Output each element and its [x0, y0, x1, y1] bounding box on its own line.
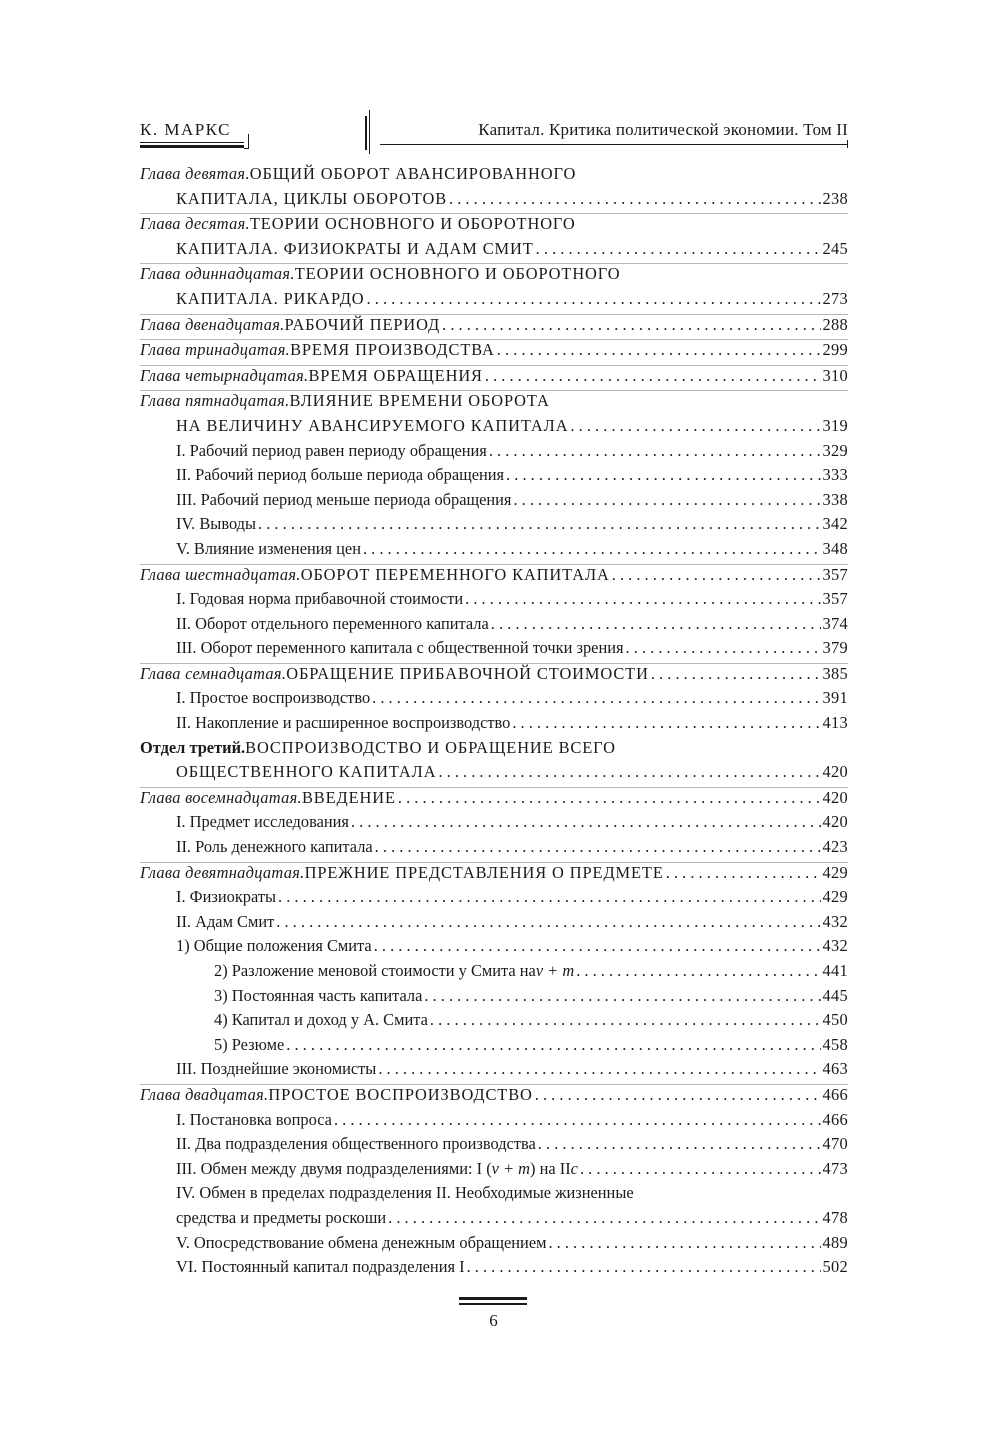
dot-leader — [651, 664, 821, 684]
formula-variable: c — [570, 1158, 578, 1178]
dot-leader — [491, 614, 821, 634]
toc-line — [140, 1035, 848, 1060]
entry-title: II. Роль денежного капитала — [176, 837, 373, 857]
toc-line — [140, 738, 848, 763]
page-ref: 473 — [822, 1158, 848, 1178]
dot-leader — [513, 490, 820, 510]
toc-line — [140, 912, 848, 937]
page-ref: 245 — [822, 238, 848, 258]
dot-leader — [363, 539, 821, 559]
entry-title: ВРЕМЯ ОБРАЩЕНИЯ — [308, 365, 483, 385]
entry-title: I. Предмет исследования — [176, 812, 349, 832]
entry-title: средства и предметы роскоши — [176, 1207, 387, 1227]
toc-line — [140, 788, 848, 813]
toc-line — [140, 391, 848, 416]
toc-line — [140, 713, 848, 738]
toc-chapter — [140, 263, 848, 313]
entry-title: ПРЕЖНИЕ ПРЕДСТАВЛЕНИЯ О ПРЕДМЕТЕ — [304, 862, 664, 882]
page-ref: 333 — [822, 465, 848, 485]
page-ref: 348 — [822, 538, 848, 558]
chapter-label: Глава одиннадцатая. — [140, 264, 295, 284]
toc-line — [140, 340, 848, 365]
dot-leader — [334, 1110, 821, 1130]
entry-title: II. Накопление и расширенное воспроизводство — [176, 713, 511, 733]
formula-variable: v + m — [491, 1158, 531, 1178]
toc-line — [140, 863, 848, 888]
toc-subentry — [140, 986, 848, 1011]
toc-subentry — [140, 887, 848, 912]
header-book-title: Капитал. Критика политической экономии. Том II — [478, 120, 848, 139]
dot-leader — [485, 366, 821, 386]
toc-line — [140, 239, 848, 264]
toc-line — [140, 664, 848, 689]
toc-line — [140, 812, 848, 837]
page-ref: 489 — [822, 1232, 848, 1252]
dot-leader — [430, 1010, 821, 1030]
page-ref: 429 — [822, 862, 848, 882]
toc-subentry — [140, 1159, 848, 1184]
chapter-label: Глава семнадцатая. — [140, 663, 287, 683]
toc-line — [140, 289, 848, 314]
entry-title: ОБЩЕСТВЕННОГО КАПИТАЛА — [176, 762, 437, 782]
dot-leader — [465, 589, 820, 609]
toc-subentry — [140, 1035, 848, 1060]
toc-subentry — [140, 1059, 848, 1084]
toc-line — [140, 614, 848, 639]
entry-title: I. Постановка вопроса — [176, 1109, 332, 1129]
toc-line — [140, 1134, 848, 1159]
entry-title: ПРОСТОЕ ВОСПРОИЗВОДСТВО — [268, 1084, 533, 1104]
page-ref: 379 — [822, 638, 848, 658]
toc-line — [140, 936, 848, 961]
toc-chapter — [140, 663, 848, 689]
toc-line — [140, 1159, 848, 1184]
page-ref: 391 — [822, 688, 848, 708]
toc-line — [140, 1010, 848, 1035]
header-author-rule-thick — [140, 145, 244, 148]
dot-leader — [570, 416, 820, 436]
toc-line — [140, 416, 848, 441]
page-ref: 329 — [822, 440, 848, 460]
chapter-label: Глава двадцатая. — [140, 1084, 269, 1104]
entry-title: НА ВЕЛИЧИНУ АВАНСИРУЕМОГО КАПИТАЛА — [176, 415, 569, 435]
entry-title: III. Обмен между двумя подразделениями: I ( — [176, 1158, 492, 1178]
entry-title: VI. Постоянный капитал подразделения I — [176, 1257, 465, 1277]
toc-line — [140, 366, 848, 391]
header-author-rule — [140, 142, 244, 143]
toc-line — [140, 1085, 848, 1110]
page-ref: 466 — [822, 1084, 848, 1104]
header-rule-hook — [244, 134, 249, 149]
footer-ornament-rule-thin — [459, 1303, 527, 1305]
header-author: К. МАРКС — [140, 120, 231, 139]
page-ref: 420 — [822, 762, 848, 782]
page-ref: 458 — [822, 1034, 848, 1054]
entry-title: II. Оборот отдельного переменного капитала — [176, 613, 489, 633]
page-ref: 420 — [822, 812, 848, 832]
page-number: 6 — [489, 1311, 498, 1330]
table-of-contents — [140, 164, 848, 1282]
entry-title: II. Два подразделения общественного производства — [176, 1134, 536, 1154]
dot-leader — [612, 565, 821, 585]
entry-title: II. Адам Смит — [176, 911, 275, 931]
chapter-label: Глава восемнадцатая. — [140, 787, 302, 807]
dot-leader — [489, 441, 821, 461]
dot-leader — [512, 713, 820, 733]
header-title-hook — [843, 140, 848, 148]
page-ref: 470 — [822, 1134, 848, 1154]
toc-subentry — [140, 465, 848, 490]
page-ref: 432 — [822, 911, 848, 931]
toc-line — [140, 565, 848, 590]
page-ref: 238 — [822, 188, 848, 208]
entry-title: IV. Обмен в пределах подразделения II. Необходимые жизненные — [176, 1183, 634, 1203]
chapter-label: Глава десятая. — [140, 214, 250, 234]
dot-leader — [438, 762, 820, 782]
entry-title: 4) Капитал и доход у А. Смита — [214, 1010, 428, 1030]
page-ref: 357 — [822, 589, 848, 609]
entry-title: IV. Выводы — [176, 514, 257, 534]
page-ref: 445 — [822, 985, 848, 1005]
page-ref: 413 — [822, 713, 848, 733]
dot-leader — [467, 1257, 821, 1277]
chapter-label: Глава девятнадцатая. — [140, 862, 305, 882]
dot-leader — [286, 1035, 820, 1055]
part-label: Отдел третий. — [140, 737, 246, 757]
page-ref: 288 — [822, 314, 848, 334]
chapter-label: Глава четырнадцатая. — [140, 365, 309, 385]
toc-chapter — [140, 390, 848, 440]
header-title-rule — [380, 144, 848, 145]
dot-leader — [576, 961, 820, 981]
toc-subentry — [140, 688, 848, 713]
toc-subentry — [140, 514, 848, 539]
formula-variable: v + m — [535, 961, 575, 980]
dot-leader — [535, 1085, 821, 1105]
dot-leader — [536, 239, 821, 259]
entry-title: ОБОРОТ ПЕРЕМЕННОГО КАПИТАЛА — [300, 564, 610, 584]
page-ref: 429 — [822, 887, 848, 907]
page-ref: 502 — [822, 1257, 848, 1277]
toc-subentry — [140, 837, 848, 862]
toc-line — [140, 1059, 848, 1084]
page-ref: 463 — [822, 1059, 848, 1079]
page-ref: 374 — [822, 613, 848, 633]
entry-title: 2) Разложение меновой стоимости у Смита на — [214, 961, 536, 980]
header-divider-bar — [365, 116, 367, 150]
entry-title: ТЕОРИИ ОСНОВНОГО И ОБОРОТНОГО — [294, 264, 621, 284]
entry-title-cont: ) на II — [530, 1158, 571, 1178]
toc-subentry — [140, 614, 848, 639]
toc-subentry — [140, 539, 848, 564]
toc-subentry — [140, 638, 848, 663]
toc-subentry — [140, 713, 848, 738]
toc-line — [140, 441, 848, 466]
toc-subentry — [140, 589, 848, 614]
chapter-label: Глава двенадцатая. — [140, 314, 285, 334]
toc-chapter — [140, 339, 848, 365]
toc-line — [140, 837, 848, 862]
entry-title: III. Рабочий период меньше периода обращения — [176, 489, 512, 509]
dot-leader — [580, 1159, 821, 1179]
dot-leader — [449, 189, 820, 209]
entry-title: III. Оборот переменного капитала с общественной точки зрения — [176, 638, 624, 658]
entry-title: ВРЕМЯ ПРОИЗВОДСТВА — [290, 340, 495, 360]
entry-title: I. Рабочий период равен периоду обращения — [176, 440, 487, 460]
dot-leader — [538, 1134, 821, 1154]
page-ref: 432 — [822, 936, 848, 956]
page-ref: 319 — [822, 415, 848, 435]
toc-subentry — [140, 490, 848, 515]
toc-subentry — [140, 936, 848, 961]
chapter-label: Глава шестнадцатая. — [140, 564, 301, 584]
dot-leader — [442, 315, 820, 335]
dot-leader — [388, 1208, 820, 1228]
toc-subentry — [140, 912, 848, 937]
entry-title: ВЛИЯНИЕ ВРЕМЕНИ ОБОРОТА — [289, 391, 550, 411]
page-ref: 420 — [822, 787, 848, 807]
dot-leader — [506, 465, 820, 485]
toc-line — [140, 490, 848, 515]
dot-leader — [424, 986, 820, 1006]
toc-line — [140, 514, 848, 539]
toc-subentry — [140, 1010, 848, 1035]
entry-title: I. Простое воспроизводство — [176, 688, 371, 708]
page-ref: 423 — [822, 837, 848, 857]
entry-title: 5) Резюме — [214, 1034, 285, 1054]
page-ref: 478 — [822, 1207, 848, 1227]
dot-leader — [398, 788, 821, 808]
toc-line — [140, 264, 848, 289]
entry-title: 3) Постоянная часть капитала — [214, 985, 423, 1005]
page-ref: 450 — [822, 1010, 848, 1030]
entry-title: ТЕОРИИ ОСНОВНОГО И ОБОРОТНОГО — [249, 214, 576, 234]
toc-chapter — [140, 314, 848, 340]
toc-line — [140, 214, 848, 239]
page-ref: 310 — [822, 365, 848, 385]
toc-line — [140, 539, 848, 564]
dot-leader — [548, 1233, 820, 1253]
toc-chapter — [140, 564, 848, 590]
chapter-label: Глава девятая. — [140, 164, 250, 183]
toc-line — [140, 1183, 848, 1208]
header-divider-bar-thin — [369, 110, 370, 154]
dot-leader — [278, 887, 820, 907]
entry-title: I. Годовая норма прибавочной стоимости — [176, 589, 464, 609]
entry-title: РАБОЧИЙ ПЕРИОД — [284, 314, 441, 334]
toc-line — [140, 589, 848, 614]
running-header — [140, 108, 848, 148]
toc-chapter — [140, 164, 848, 213]
page-ref: 466 — [822, 1109, 848, 1129]
entry-title: III. Позднейшие экономисты — [176, 1059, 377, 1079]
toc-line — [140, 1233, 848, 1258]
toc-subentry — [140, 1183, 848, 1232]
dot-leader — [372, 688, 820, 708]
dot-leader — [351, 812, 821, 832]
entry-title: КАПИТАЛА. ФИЗИОКРАТЫ И АДАМ СМИТ — [176, 238, 534, 258]
toc-chapter — [140, 1084, 848, 1110]
toc-line — [140, 638, 848, 663]
toc-line — [140, 887, 848, 912]
page-ref: 385 — [822, 663, 848, 683]
toc-line — [140, 1208, 848, 1233]
toc-line — [140, 315, 848, 340]
toc-chapter — [140, 365, 848, 391]
page-ref: 342 — [822, 514, 848, 534]
entry-title: ОБРАЩЕНИЕ ПРИБАВОЧНОЙ СТОИМОСТИ — [286, 663, 649, 683]
entry-title: ВВЕДЕНИЕ — [301, 787, 396, 807]
dot-leader — [626, 638, 821, 658]
toc-line — [140, 961, 848, 986]
dot-leader — [367, 289, 821, 309]
entry-title: V. Опосредствование обмена денежным обращением — [176, 1232, 547, 1252]
toc-line — [140, 164, 848, 189]
toc-line — [140, 189, 848, 214]
toc-subentry — [140, 1110, 848, 1135]
dot-leader — [666, 863, 821, 883]
entry-title: ВОСПРОИЗВОДСТВО И ОБРАЩЕНИЕ ВСЕГО — [245, 737, 616, 757]
page-ref: 357 — [822, 564, 848, 584]
toc-line — [140, 1110, 848, 1135]
toc-chapter — [140, 862, 848, 888]
toc-line — [140, 986, 848, 1011]
dot-leader — [276, 912, 820, 932]
toc-chapter — [140, 213, 848, 263]
toc-line — [140, 688, 848, 713]
toc-subentry — [140, 1257, 848, 1282]
toc-subentry — [140, 1134, 848, 1159]
chapter-label: Глава тринадцатая. — [140, 340, 291, 360]
chapter-label: Глава пятнадцатая. — [140, 391, 290, 411]
entry-title: ОБЩИЙ ОБОРОТ АВАНСИРОВАННОГО — [249, 164, 577, 183]
footer-ornament-rule — [459, 1297, 527, 1300]
dot-leader — [375, 837, 821, 857]
dot-leader — [374, 936, 821, 956]
dot-leader — [378, 1059, 820, 1079]
toc-line — [140, 1257, 848, 1282]
page-ref: 273 — [822, 288, 848, 308]
entry-title: II. Рабочий период больше периода обращения — [176, 465, 505, 485]
entry-title: КАПИТАЛА. РИКАРДО — [176, 288, 365, 308]
entry-title: V. Влияние изменения цен — [176, 538, 361, 558]
toc-part — [140, 738, 848, 787]
dot-leader — [497, 340, 821, 360]
toc-subentry — [140, 961, 848, 986]
dot-leader — [258, 514, 820, 534]
entry-title: 1) Общие положения Смита — [176, 936, 372, 956]
toc-subentry — [140, 1233, 848, 1258]
toc-subentry — [140, 441, 848, 466]
toc-subentry — [140, 812, 848, 837]
page-ref: 338 — [822, 489, 848, 509]
page-ref: 299 — [822, 340, 848, 360]
toc-line — [140, 465, 848, 490]
entry-title: КАПИТАЛА, ЦИКЛЫ ОБОРОТОВ — [176, 188, 448, 208]
toc-chapter — [140, 787, 848, 813]
toc-line — [140, 762, 848, 787]
entry-title: I. Физиократы — [176, 887, 277, 907]
page-ref: 441 — [822, 961, 848, 980]
